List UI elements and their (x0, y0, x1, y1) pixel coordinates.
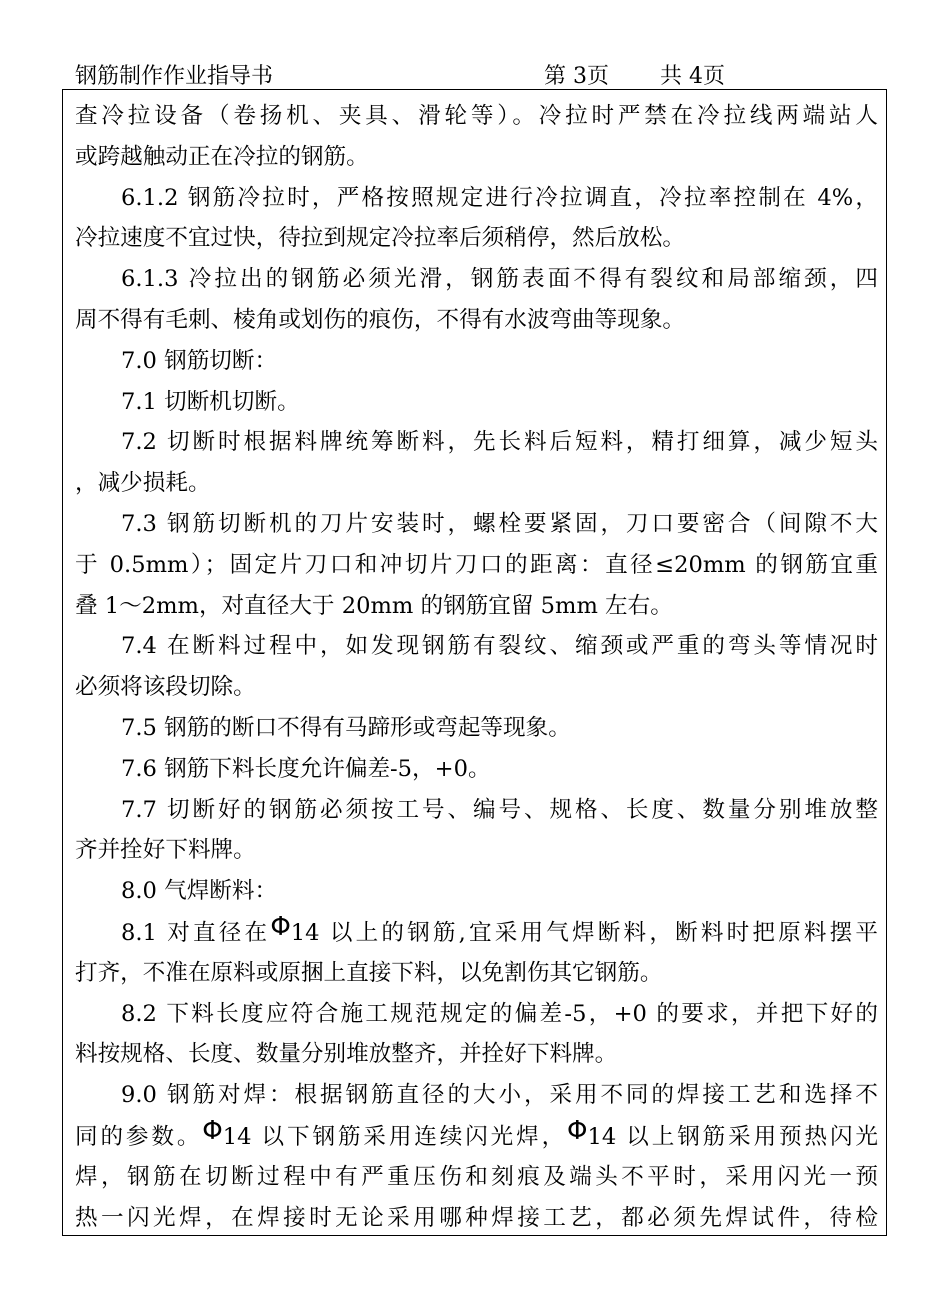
text-line: 7.0 钢筋切断： (121, 347, 278, 374)
content-frame (62, 89, 887, 1236)
text-line: 7.4 在断料过程中，如发现钢筋有裂纹、缩颈或严重的弯头等情况时 (121, 633, 878, 660)
text-line: 料按规格、长度、数量分别堆放整齐，并拴好下料牌。 (75, 1041, 618, 1068)
text-line: 7.6 钢筋下料长度允许偏差-5，+0。 (121, 755, 491, 782)
text-line: 6.1.2 钢筋冷拉时，严格按照规定进行冷拉调直，冷拉率控制在 4%， (121, 184, 878, 211)
text-line: ，减少损耗。 (75, 470, 211, 497)
text-segment: 14 以下钢筋采用连续闪光焊， (222, 1123, 568, 1150)
document-body (75, 96, 878, 1236)
text-line: 7.5 钢筋的断口不得有马蹄形或弯起等现象。 (121, 714, 571, 741)
text-segment: 同的参数。 (75, 1123, 203, 1150)
text-line: 打齐，不准在原料或原捆上直接下料，以免割伤其它钢筋。 (75, 959, 663, 986)
text-line: 8.2 下料长度应符合施工规范规定的偏差-5，+0 的要求，并把下好的 (121, 1000, 878, 1027)
diameter-symbol: Φ (270, 911, 291, 942)
text-line: 必须将该段切除。 (75, 674, 256, 701)
page-total: 共 4页 (660, 64, 725, 89)
text-line: 9.0 钢筋对焊：根据钢筋直径的大小，采用不同的焊接工艺和选择不 (121, 1082, 878, 1109)
text-line: 7.2 切断时根据料牌统筹断料，先长料后短料，精打细算，减少短头 (121, 429, 878, 456)
diameter-symbol: Φ (202, 1115, 223, 1146)
text-line: 7.1 切断机切断。 (121, 388, 300, 415)
text-line: 8.0 气焊断料： (121, 878, 278, 905)
text-segment: 14 以上的钢筋,宜采用气焊断料，断料时把原料摆平 (290, 919, 878, 946)
text-line: 叠 1～2mm，对直径大于 20mm 的钢筋宜留 5mm 左右。 (75, 592, 673, 619)
text-line: 6.1.3 冷拉出的钢筋必须光滑，钢筋表面不得有裂纹和局部缩颈，四 (121, 266, 878, 293)
text-line: 查冷拉设备（卷扬机、夹具、滑轮等）。冷拉时严禁在冷拉线两端站人 (75, 103, 878, 129)
text-line: 焊，钢筋在切断过程中有严重压伤和刻痕及端头不平时，采用闪光一预 (75, 1163, 878, 1190)
diameter-symbol: Φ (567, 1115, 588, 1146)
text-line: 7.3 钢筋切断机的刀片安装时，螺栓要紧固，刀口要密合（间隙不大 (121, 510, 878, 537)
document-title: 钢筋制作作业指导书 (75, 64, 274, 89)
text-line: 冷拉速度不宜过快，待拉到规定冷拉率后须稍停，然后放松。 (75, 225, 686, 252)
page-header (75, 62, 875, 92)
text-segment: 14 以上钢筋采用预热闪光 (587, 1123, 879, 1150)
text-line (75, 1116, 878, 1157)
text-line: 于 0.5mm）；固定片刀口和冲切片刀口的距离：直径≤20mm 的钢筋宜重 (75, 551, 878, 578)
text-segment: 8.1 对直径在 (121, 919, 271, 946)
text-line: 齐并拴好下料牌。 (75, 837, 256, 864)
text-line: 7.7 切断好的钢筋必须按工号、编号、规格、长度、数量分别堆放整 (121, 796, 878, 823)
text-line: 热一闪光焊，在焊接时无论采用哪种焊接工艺，都必须先焊试件，待检 (75, 1204, 878, 1231)
page-number: 第 3页 (544, 64, 609, 89)
text-line: 周不得有毛刺、棱角或划伤的痕伤，不得有水波弯曲等现象。 (75, 306, 686, 333)
text-line: 或跨越触动正在冷拉的钢筋。 (75, 143, 369, 170)
text-line (75, 912, 878, 953)
